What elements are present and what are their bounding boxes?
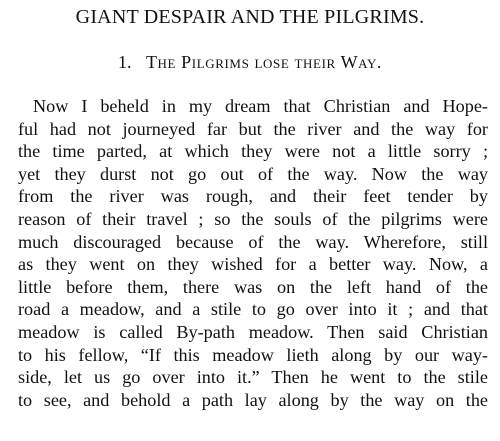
body-paragraph <box>18 95 488 411</box>
chapter-title: GIANT DESPAIR AND THE PILGRIMS. <box>75 6 425 28</box>
text-line: reason of their travel ; so the souls of the pilgrims were <box>18 208 488 229</box>
text-line: road a meadow, and a stile to go over into it ; and that <box>18 299 488 320</box>
text-line: meadow is called By-path meadow. Then said Christian <box>18 321 488 342</box>
text-line: little before them, there was on the left hand of the <box>18 276 488 297</box>
text-line: to see, and behold a path lay along by the way on the <box>18 389 488 410</box>
text-line: the time parted, at which they were not a little sorry ; <box>18 141 488 162</box>
text-line: Now I beheld in my dream that Christian and Hope- <box>33 96 488 116</box>
text-line: side, let us go over into it.” Then he went to the stile <box>18 367 488 388</box>
section-heading <box>0 52 500 73</box>
text-line: ful had not journeyed far but the river and the way for <box>18 118 488 139</box>
section-title: The Pilgrims lose their Way. <box>145 52 383 72</box>
text-line: as they went on they wished for a better way. Now, a <box>18 254 488 275</box>
text-line: to his fellow, “If this meadow lieth along by our way- <box>18 344 488 365</box>
text-line: much discouraged because of the way. Wherefore, still <box>18 231 488 252</box>
text-line: yet they durst not go out of the way. Now the way <box>18 163 488 184</box>
text-line: from the river was rough, and their feet tender by <box>18 186 488 207</box>
section-number: 1. <box>117 52 132 72</box>
